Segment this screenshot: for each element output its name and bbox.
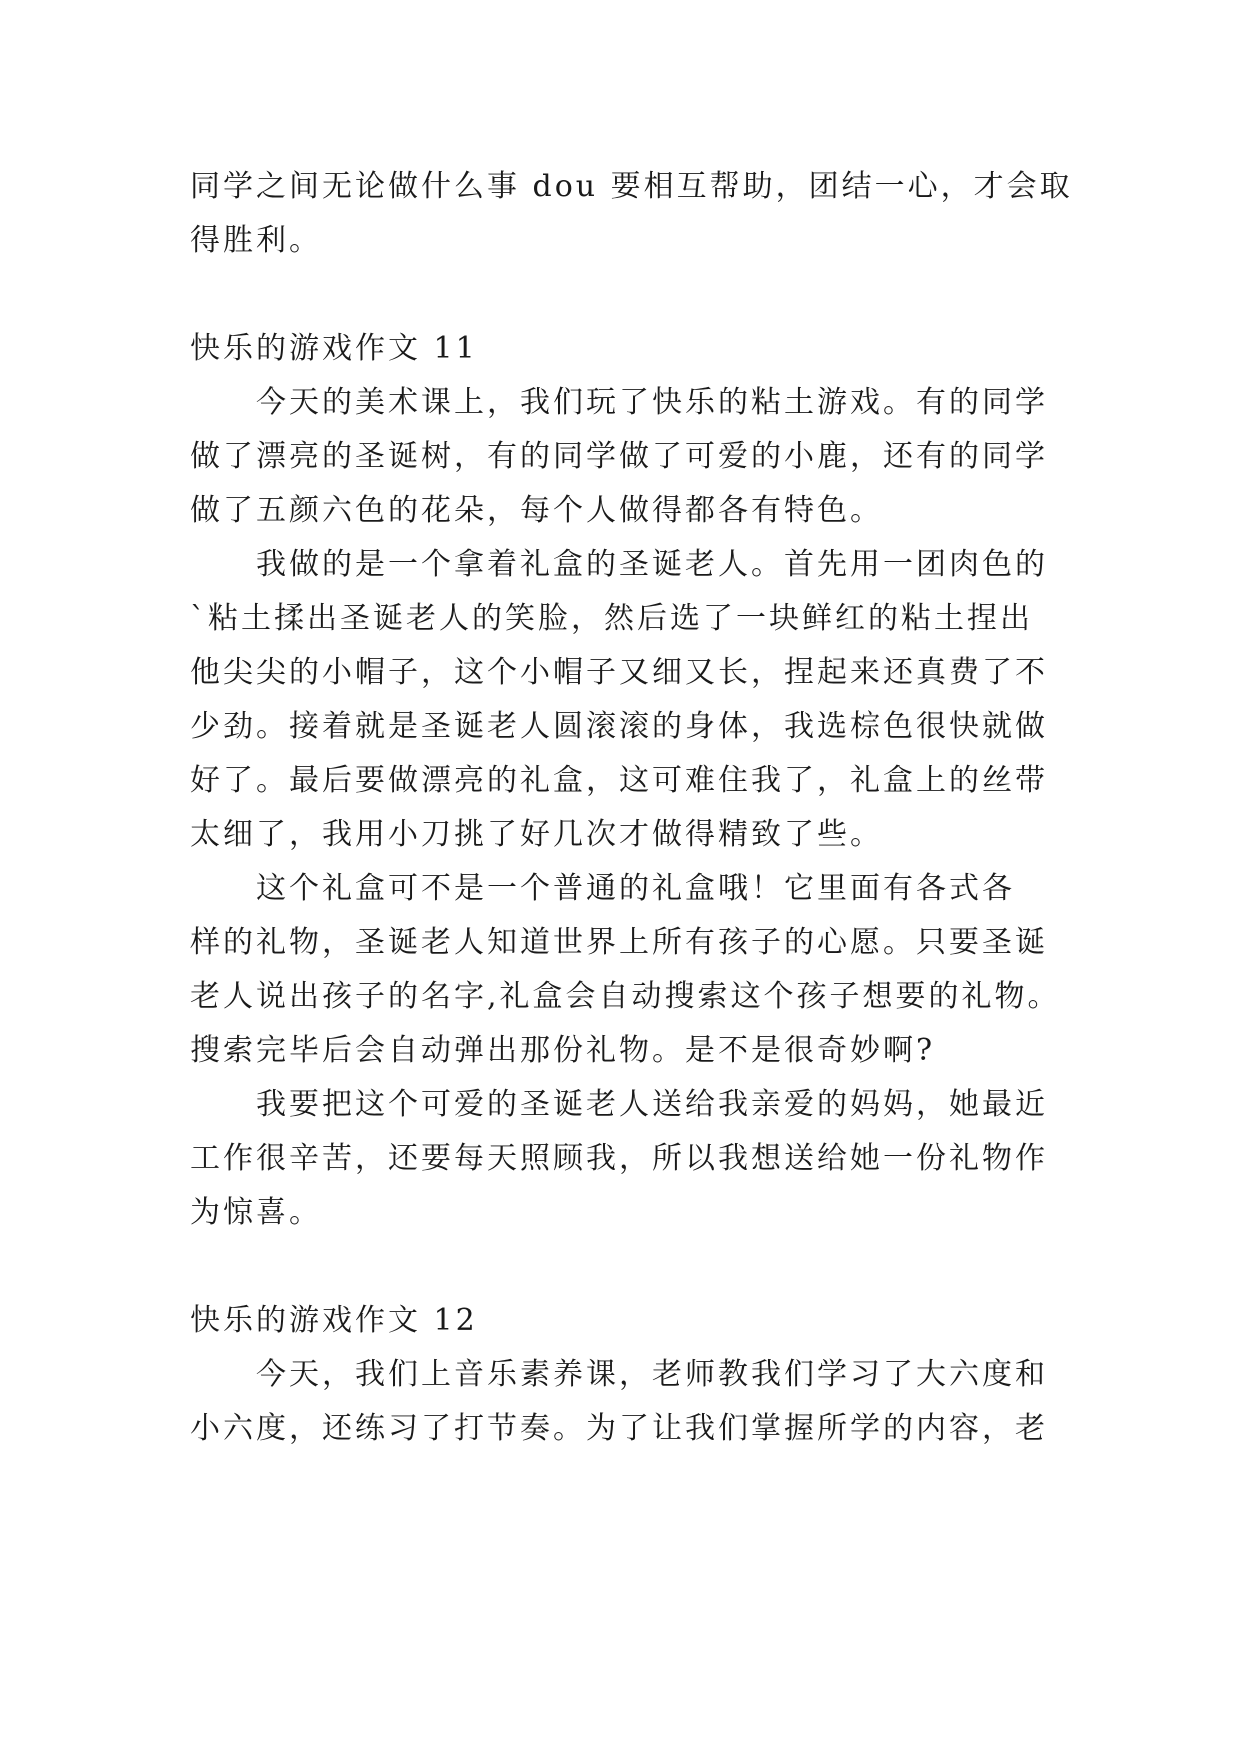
section-title: 快乐的游戏作文 12 — [190, 1303, 478, 1338]
text-line: 太细了，我用小刀挑了好几次才做得精致了些。 — [190, 817, 883, 852]
paragraph-first-line: 这个礼盒可不是一个普通的礼盒哦！它里面有各式各 — [256, 871, 1015, 906]
text-line: 做了五颜六色的花朵，每个人做得都各有特色。 — [190, 493, 883, 528]
paragraph-first-line: 今天，我们上音乐素养课，老师教我们学习了大六度和 — [256, 1357, 1048, 1392]
text-line: 为惊喜。 — [190, 1195, 322, 1230]
paragraph-first-line: 我做的是一个拿着礼盒的圣诞老人。首先用一团肉色的 — [256, 547, 1048, 582]
text-line: 小六度，还练习了打节奏。为了让我们掌握所学的内容，老 — [190, 1411, 1048, 1446]
text-line: 搜索完毕后会自动弹出那份礼物。是不是很奇妙啊? — [190, 1033, 936, 1068]
document-page — [190, 160, 1073, 1456]
text-line: 他尖尖的小帽子，这个小帽子又细又长，捏起来还真费了不 — [190, 655, 1048, 690]
text-line: 得胜利。 — [190, 223, 322, 258]
section-gap — [190, 268, 1050, 322]
text-line: 少劲。接着就是圣诞老人圆滚滚的身体，我选棕色很快就做 — [190, 709, 1048, 744]
paragraph-first-line: 今天的美术课上，我们玩了快乐的粘土游戏。有的同学 — [256, 385, 1048, 420]
text-line: 好了。最后要做漂亮的礼盒，这可难住我了，礼盒上的丝带 — [190, 763, 1048, 798]
text-line: 同学之间无论做什么事 dou 要相互帮助，团结一心，才会取 — [190, 169, 1073, 204]
paragraph-first-line: 我要把这个可爱的圣诞老人送给我亲爱的妈妈，她最近 — [256, 1087, 1048, 1122]
text-line: 做了漂亮的圣诞树，有的同学做了可爱的小鹿，还有的同学 — [190, 439, 1048, 474]
text-line: 样的礼物，圣诞老人知道世界上所有孩子的心愿。只要圣诞 — [190, 925, 1048, 960]
section-title: 快乐的游戏作文 11 — [190, 331, 478, 366]
section-gap — [190, 1240, 1050, 1294]
text-line: 老人说出孩子的名字,礼盒会自动搜索这个孩子想要的礼物。 — [190, 979, 1061, 1014]
text-line: 工作很辛苦，还要每天照顾我，所以我想送给她一份礼物作 — [190, 1141, 1048, 1176]
text-line: `粘土揉出圣诞老人的笑脸，然后选了一块鲜红的粘土捏出 — [190, 601, 1033, 636]
